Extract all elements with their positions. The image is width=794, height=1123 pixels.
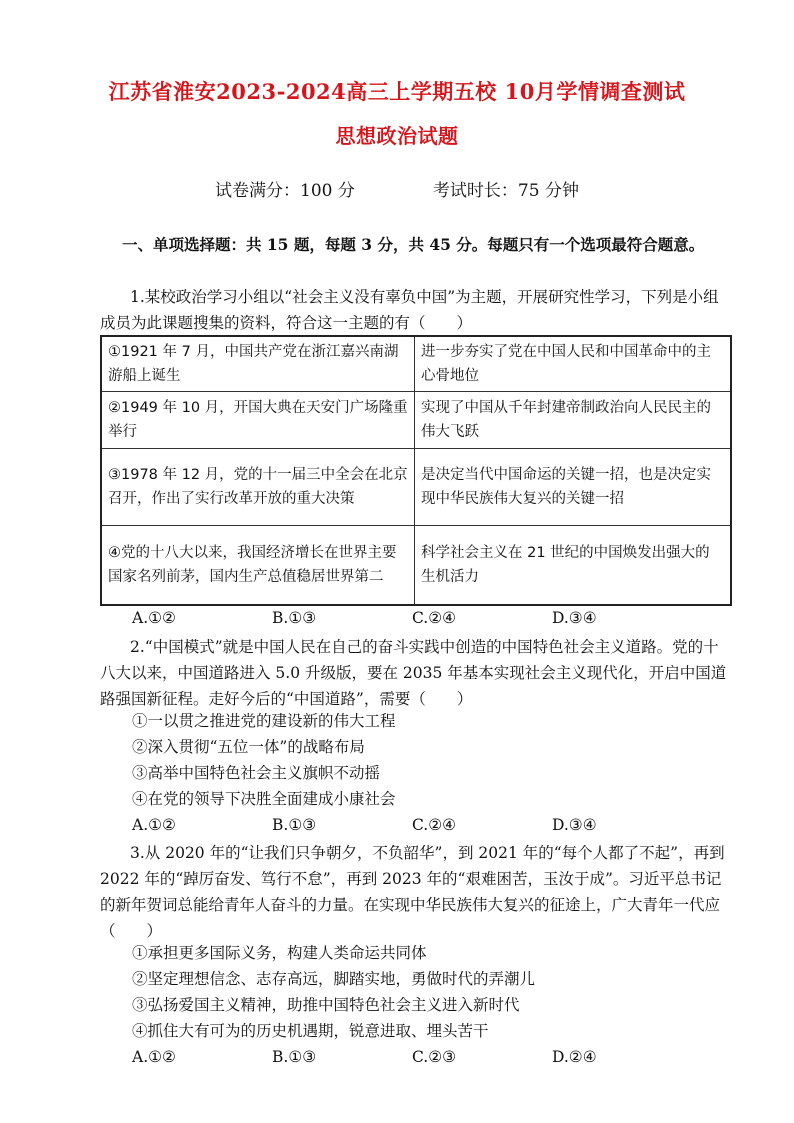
q2-option: ②深入贯彻“五位一体”的战略布局	[132, 738, 365, 756]
q3-answers	[132, 1044, 732, 1070]
q1-answer-d[interactable]: D.③④	[552, 609, 597, 627]
q1-stem: 1.某校政治学习小组以“社会主义没有辜负中国”为主题，开展研究性学习，下列是小组成员为此课题搜集的资料，符合这一主题的有（ ）	[100, 288, 719, 332]
exam-meta	[0, 176, 794, 201]
q2-answer-c[interactable]: C.②④	[412, 816, 457, 834]
q3-stem: 3.从 2020 年的“让我们只争朝夕，不负韶华”，到 2021 年的“每个人都了不起”，再到 2022 年的“踔厉奋发、笃行不怠”，再到 2023 年的“艰难困苦，玉汝于成”。习近平总书记的新年贺词总能给青年人奋斗的力量。在实现中华民族伟大复兴的征途上，广大青年一代应（ ）	[100, 844, 725, 940]
q3-answer-d[interactable]: D.②④	[552, 1048, 597, 1066]
q1-cell-left: ②1949 年 10 月，开国大典在天安门广场隆重举行	[101, 392, 415, 449]
q3-option: ③弘扬爱国主义精神，助推中国特色社会主义进入新时代	[132, 996, 520, 1014]
full-score: 试卷满分：100 分	[215, 181, 355, 201]
exam-subtitle: 思想政治试题	[335, 124, 459, 148]
q2-answer-d[interactable]: D.③④	[552, 816, 597, 834]
q3-answer-a[interactable]: A.①②	[132, 1048, 176, 1066]
q1-answer-c[interactable]: C.②④	[412, 609, 457, 627]
q1-answer-a[interactable]: A.①②	[132, 609, 176, 627]
q1-answers	[132, 605, 732, 631]
q3-answer-c[interactable]: C.②③	[412, 1048, 457, 1066]
q2-answer-b[interactable]: B.①③	[272, 816, 317, 834]
q1-cell-right: 进一步夯实了党在中国人民和中国革命中的主心骨地位	[415, 336, 732, 392]
q3-answer-b[interactable]: B.①③	[272, 1048, 317, 1066]
q3-option: ①承担更多国际义务，构建人类命运共同体	[132, 944, 427, 962]
q1-cell-left: ①1921 年 7 月，中国共产党在浙江嘉兴南湖游船上诞生	[101, 336, 415, 392]
section-heading: 一、单项选择题：共 15 题，每题 3 分，共 45 分。每题只有一个选项最符合题意。	[122, 235, 705, 254]
exam-duration: 考试时长：75 分钟	[432, 181, 579, 201]
q3-option: ④抓住大有可为的历史机遇期，锐意进取、埋头苦干	[132, 1022, 489, 1040]
q2-stem: 2.“中国模式”就是中国人民在自己的奋斗实践中创造的中国特色社会主义道路。党的十八大以来，中国道路进入 5.0 升级版，要在 2035 年基本实现社会主义现代化，开启中国道路强国新征程。走好今后的“中国道路”，需要（ ）	[100, 638, 727, 708]
q1-table-row	[101, 449, 731, 526]
q2-option: ④在党的领导下决胜全面建成小康社会	[132, 790, 396, 808]
q1-table	[100, 335, 732, 606]
q1-cell-left: ③1978 年 12 月，党的十一届三中全会在北京召开，作出了实行改革开放的重大决策	[101, 449, 415, 526]
q1-cell-left: ④党的十八大以来，我国经济增长在世界主要国家名列前茅，国内生产总值稳居世界第二	[101, 526, 415, 606]
q3-option: ②坚定理想信念、志存高远，脚踏实地，勇做时代的弄潮儿	[132, 970, 536, 988]
q1-cell-right: 科学社会主义在 21 世纪的中国焕发出强大的生机活力	[415, 526, 732, 606]
q2-answer-a[interactable]: A.①②	[132, 816, 176, 834]
q2-answers	[132, 812, 732, 838]
q2-option: ①一以贯之推进党的建设新的伟大工程	[132, 712, 396, 730]
q1-table-row	[101, 392, 731, 449]
q1-cell-right: 实现了中国从千年封建帝制政治向人民民主的伟大飞跃	[415, 392, 732, 449]
q1-table-row	[101, 526, 731, 606]
q1-answer-b[interactable]: B.①③	[272, 609, 317, 627]
q2-option: ③高举中国特色社会主义旗帜不动摇	[132, 764, 381, 782]
exam-title: 江苏省淮安2023-2024高三上学期五校 10月学情调查测试	[108, 79, 686, 104]
q1-table-row	[101, 336, 731, 392]
q1-cell-right: 是决定当代中国命运的关键一招，也是决定实现中华民族伟大复兴的关键一招	[415, 449, 732, 526]
